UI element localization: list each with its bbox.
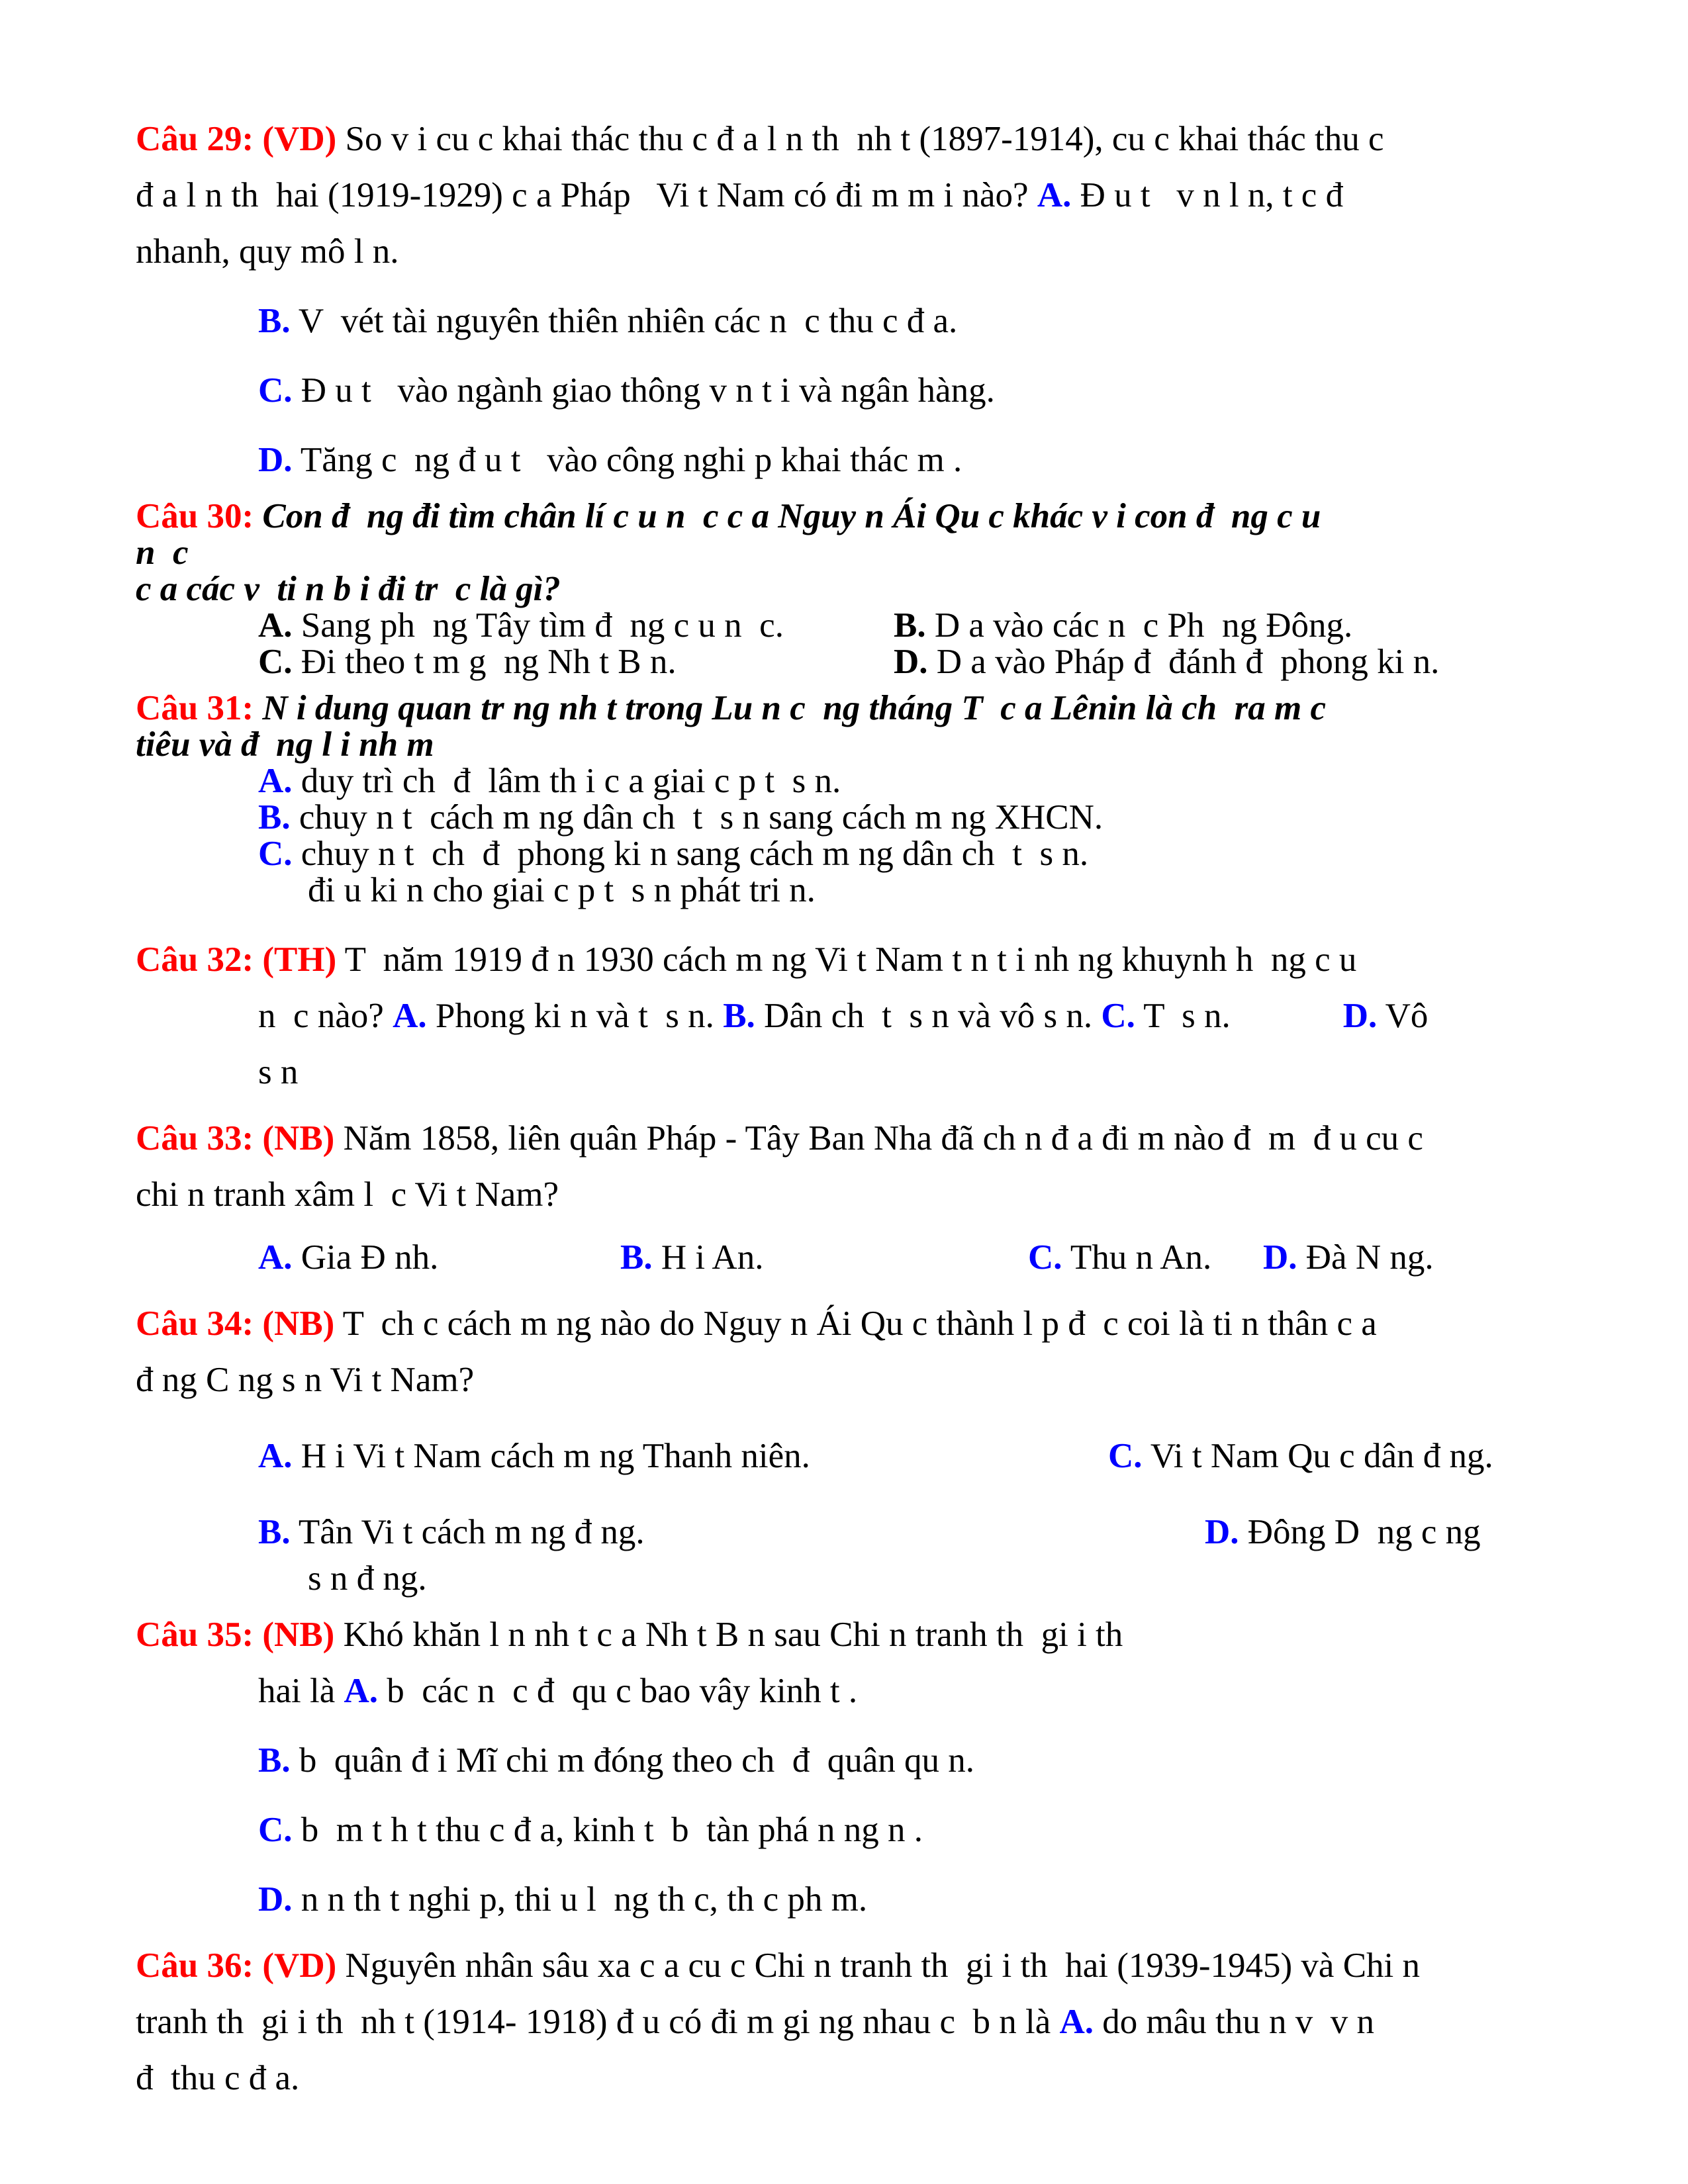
- question-35-option-d-letter: D.: [258, 1880, 293, 1919]
- question-34-option-d-text: Đông D ng c ng: [1239, 1513, 1481, 1551]
- question-35-option-c: [258, 1802, 1595, 1858]
- question-32-option-d-text: Vô: [1377, 997, 1429, 1035]
- question-33-label: Câu 33:: [136, 1119, 254, 1158]
- question-31-line-1: [136, 690, 1595, 727]
- question-35-tag: (NB): [262, 1615, 335, 1654]
- question-29-option-d: [258, 432, 1595, 488]
- question-30-line-2: n c: [136, 533, 189, 572]
- question-35-option-a-letter: A.: [344, 1672, 379, 1710]
- question-30-line-3: c a các v ti n b i đi tr c là gì?: [136, 570, 561, 608]
- question-35-line-1: [136, 1607, 1595, 1663]
- question-29-option-a-text: Đ u t v n l n, t c đ: [1071, 176, 1344, 214]
- question-33-option-b-text: H i An.: [652, 1238, 764, 1277]
- question-33-option-a-text: Gia Đ nh.: [292, 1238, 439, 1277]
- question-32-line-3: s n: [258, 1053, 299, 1091]
- question-31-option-b-letter: B.: [258, 798, 291, 837]
- question-33-line-2: chi n tranh xâm l c Vi t Nam?: [136, 1175, 559, 1214]
- question-32-option-c-letter: C.: [1101, 997, 1135, 1035]
- question-35-option-c-letter: C.: [258, 1811, 293, 1849]
- question-35-option-d: [258, 1872, 1595, 1928]
- question-29-line-1: [136, 111, 1595, 167]
- question-33: [136, 1111, 1595, 1286]
- question-33-tag: (NB): [262, 1119, 335, 1158]
- question-34-option-a-letter: A.: [258, 1437, 293, 1475]
- question-31-option-b-text: chuy n t cách m ng dân ch t s n sang cách m ng XHCN.: [290, 798, 1103, 837]
- question-31-label: Câu 31:: [136, 689, 254, 727]
- question-29-line-3: nhanh, quy mô l n.: [136, 232, 399, 271]
- question-34-options-row-1: [258, 1428, 1595, 1484]
- question-33-option-a-letter: A.: [258, 1238, 293, 1277]
- question-32-tag: (TH): [262, 940, 337, 979]
- question-35: [136, 1607, 1595, 1928]
- question-34: [136, 1296, 1595, 1597]
- question-29-option-b-text: V vét tài nguyên thiên nhiên các n c thu c đ a.: [290, 302, 958, 340]
- question-36-label: Câu 36:: [136, 1946, 254, 1985]
- question-32-option-b-letter: B.: [723, 997, 755, 1035]
- question-30-line-1: [136, 498, 1595, 535]
- question-34-option-a-text: H i Vi t Nam cách m ng Thanh niên.: [292, 1437, 810, 1475]
- question-29-option-c-letter: C.: [258, 371, 293, 410]
- question-34-line-1: [136, 1296, 1595, 1352]
- question-31-option-c-letter: C.: [258, 835, 293, 873]
- question-34-label: Câu 34:: [136, 1304, 254, 1343]
- question-36-tag: (VD): [262, 1946, 337, 1985]
- question-29-option-d-letter: D.: [258, 441, 293, 479]
- question-35-option-b-text: b quân đ i Mĩ chi m đóng theo ch đ quân qu n.: [290, 1741, 974, 1780]
- question-33-text: Năm 1858, liên quân Pháp - Tây Ban Nha đã ch n đ a đi m nào đ m đ u cu c: [334, 1119, 1423, 1158]
- question-34-continuation-line: s n đ ng.: [308, 1559, 427, 1598]
- question-31-continuation-line: đi u ki n cho giai c p t s n phát tri n.: [308, 871, 816, 909]
- question-32-option-c-text: T s n.: [1135, 997, 1231, 1035]
- question-32-line-2: n c nào? A. Phong ki n và t s n. B. Dân ch t s n và vô s n. C. T s n. D. Vô: [258, 997, 1429, 1035]
- question-29-text: So v i cu c khai thác thu c đ a l n th nh t (1897-1914), cu c khai thác thu c: [345, 120, 1384, 158]
- question-36-text: Nguyên nhân sâu xa c a cu c Chi n tranh th gi i th hai (1939-1945) và Chi n: [336, 1946, 1421, 1985]
- question-30-label: Câu 30:: [136, 497, 254, 535]
- question-32: [136, 932, 1595, 1101]
- question-34-option-b-letter: B.: [258, 1513, 291, 1551]
- question-34-option-c-letter: C.: [1108, 1437, 1143, 1475]
- question-30-option-d-text: D a vào Pháp đ đánh đ phong ki n.: [927, 643, 1440, 681]
- question-32-label: Câu 32:: [136, 940, 254, 979]
- question-32-option-b-text: Dân ch t s n và vô s n.: [755, 997, 1102, 1035]
- question-31-option-a: [258, 763, 1595, 799]
- question-30-option-b-letter: B.: [894, 606, 926, 645]
- question-29-option-c-text: Đ u t vào ngành giao thông v n t i và ngân hàng.: [292, 371, 995, 410]
- question-30: [136, 498, 1595, 680]
- question-35-label: Câu 35:: [136, 1615, 254, 1654]
- question-35-option-c-text: b m t h t thu c đ a, kinh t b tàn phá n ng n .: [292, 1811, 923, 1849]
- question-34-options-row-2: [258, 1504, 1595, 1561]
- question-32-text: T năm 1919 đ n 1930 cách m ng Vi t Nam t n t i nh ng khuynh h ng c u: [336, 940, 1357, 979]
- question-31-option-c: [258, 836, 1595, 872]
- question-30-option-b-text: D a vào các n c Ph ng Đông.: [925, 606, 1353, 645]
- question-29-option-b-letter: B.: [258, 302, 291, 340]
- question-30-option-d-letter: D.: [894, 643, 928, 681]
- question-29-option-b: [258, 293, 1595, 349]
- question-34-line-2: đ ng C ng s n Vi t Nam?: [136, 1361, 475, 1399]
- question-36-line-2: tranh th gi i th nh t (1914- 1918) đ u có đi m gi ng nhau c b n là A. do mâu thu n v v n: [136, 2003, 1374, 2041]
- question-34-tag: (NB): [262, 1304, 335, 1343]
- question-36: [136, 1938, 1595, 2107]
- question-33-option-c-letter: C.: [1028, 1238, 1062, 1277]
- question-34-option-d-letter: D.: [1205, 1513, 1239, 1551]
- question-30-options-row-2: [258, 644, 1595, 680]
- question-31-text: N i dung quan tr ng nh t trong Lu n c ng tháng T c a Lênin là ch ra m c: [254, 689, 1326, 727]
- question-36-option-a-letter: A.: [1059, 2003, 1094, 2041]
- question-35-option-b: [258, 1733, 1595, 1789]
- question-33-option-b-letter: B.: [620, 1238, 653, 1277]
- question-35-option-b-letter: B.: [258, 1741, 291, 1780]
- question-30-option-a-letter: A.: [258, 606, 293, 645]
- question-35-line-2: hai là A. b các n c đ qu c bao vây kinh t .: [258, 1672, 858, 1710]
- question-30-options-row-1: [258, 608, 1595, 644]
- question-31-option-b: [258, 799, 1595, 836]
- question-32-option-a-text: Phong ki n và t s n.: [426, 997, 724, 1035]
- question-33-line-1: [136, 1111, 1595, 1167]
- question-34-option-c-text: Vi t Nam Qu c dân đ ng.: [1142, 1437, 1493, 1475]
- question-33-option-c-text: Thu n An.: [1062, 1238, 1212, 1277]
- question-29-line-2: đ a l n th hai (1919-1929) c a Pháp Vi t Nam có đi m m i nào? A. Đ u t v n l n, t c đ: [136, 176, 1344, 214]
- question-31-option-a-text: duy trì ch đ lâm th i c a giai c p t s n.: [292, 762, 841, 800]
- question-29-label: Câu 29:: [136, 120, 254, 158]
- question-33-option-d-text: Đà N ng.: [1297, 1238, 1434, 1277]
- question-34-text: T ch c cách m ng nào do Nguy n Ái Qu c thành l p đ c coi là ti n thân c a: [334, 1304, 1377, 1343]
- question-29-tag: (VD): [262, 120, 337, 158]
- question-33-option-d-letter: D.: [1263, 1238, 1297, 1277]
- question-30-text: Con đ ng đi tìm chân lí c u n c c a Nguy n Ái Qu c khác v i con đ ng c u: [254, 497, 1321, 535]
- question-30-option-c-text: Đi theo t m g ng Nh t B n.: [292, 643, 677, 681]
- question-35-option-a-text: b các n c đ qu c bao vây kinh t .: [378, 1672, 858, 1710]
- question-31-option-a-letter: A.: [258, 762, 293, 800]
- question-35-text: Khó khăn l n nh t c a Nh t B n sau Chi n tranh th gi i th: [334, 1615, 1123, 1654]
- question-32-option-a-letter: A.: [393, 997, 427, 1035]
- question-31-line-2: tiêu và đ ng l i nh m: [136, 725, 434, 764]
- question-32-option-d-letter: D.: [1342, 997, 1378, 1035]
- question-29-option-a-letter: A.: [1037, 176, 1072, 214]
- question-34-option-b-text: Tân Vi t cách m ng đ ng.: [290, 1513, 645, 1551]
- question-29: [136, 111, 1595, 488]
- question-36-option-a-text: do mâu thu n v v n: [1094, 2003, 1374, 2041]
- question-31-option-c-text: chuy n t ch đ phong ki n sang cách m ng dân ch t s n.: [292, 835, 1089, 873]
- question-30-option-c-letter: C.: [258, 643, 293, 681]
- question-36-line-1: [136, 1938, 1595, 1994]
- question-32-line-1: [136, 932, 1595, 988]
- question-36-line-3: đ thu c đ a.: [136, 2059, 300, 2097]
- question-30-option-a-text: Sang ph ng Tây tìm đ ng c u n c.: [292, 606, 784, 645]
- question-29-option-d-text: Tăng c ng đ u t vào công nghi p khai thác m .: [292, 441, 962, 479]
- question-33-options-row: [258, 1230, 1595, 1286]
- question-31: [136, 690, 1595, 909]
- question-29-option-c: [258, 363, 1595, 419]
- question-35-option-d-text: n n th t nghi p, thi u l ng th c, th c ph m.: [292, 1880, 868, 1919]
